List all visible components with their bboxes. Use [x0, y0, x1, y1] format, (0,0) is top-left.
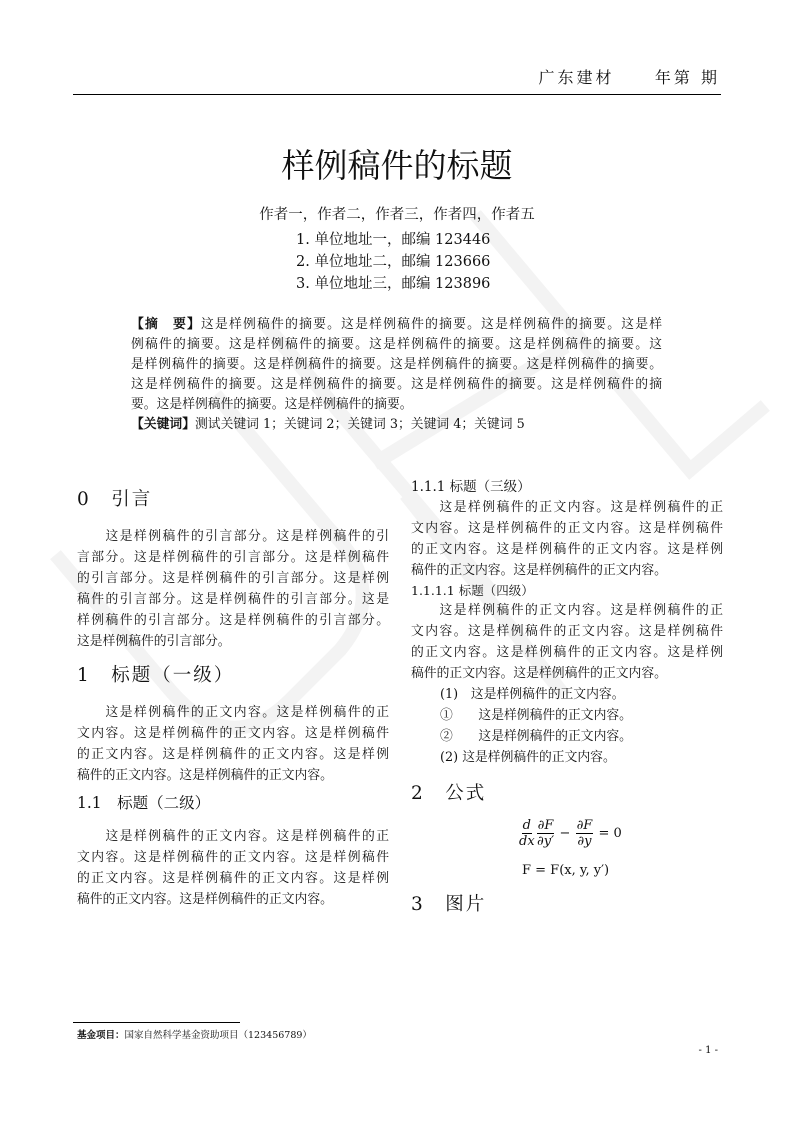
list-item: (1) 这是样例稿件的正文内容。: [440, 687, 625, 702]
fraction-d-dx: $\frac{d}{dx}$: [519, 818, 535, 849]
equation-2: F = F(x, y, y′): [522, 863, 610, 878]
abstract-line: 这是样例稿件的摘要。这是样例稿件的摘要。这是样例稿件的摘要。这是样: [201, 317, 663, 332]
body-line: 这是样例稿件的引言部分。: [77, 634, 231, 649]
footnote-label: 基金项目：: [77, 1030, 125, 1041]
abstract-line: 是样例稿件的摘要。这是样例稿件的摘要。这是样例稿件的摘要。这是样例稿件的摘要。: [131, 357, 662, 372]
list-item: ② 这是样例稿件的正文内容。: [440, 729, 632, 744]
paper-title: 样例稿件的标题: [281, 146, 513, 185]
body-line: 这是样例稿件的正文内容。这是样例稿件的正: [77, 829, 389, 844]
header-rule: [73, 94, 721, 95]
fraction-dF-dy-prime: $\frac{\partial F}{\partial y'}$: [537, 818, 555, 849]
body-line: 稿件的正文内容。这是样例稿件的正文内容。: [77, 892, 333, 907]
abstract-line: 要。这是样例稿件的摘要。这是样例稿件的摘要。: [131, 397, 413, 412]
body-line: 样例稿件的引言部分。这是样例稿件的引言部分。: [77, 613, 389, 628]
body-line: 的正文内容。这是样例稿件的正文内容。这是样例: [411, 542, 723, 557]
section-heading: 0 引言: [77, 489, 153, 510]
level4-heading: 1.1.1.1 标题（四级）: [411, 583, 534, 598]
keywords: [131, 416, 662, 433]
section-heading: 2 公式: [411, 783, 487, 804]
body-line: 稿件的正文内容。这是样例稿件的正文内容。: [77, 768, 333, 783]
abstract-label: 【摘 要】: [131, 317, 202, 332]
body-line: 稿件的正文内容。这是样例稿件的正文内容。: [411, 666, 667, 681]
body-line: 的正文内容。这是样例稿件的正文内容。这是样例: [77, 747, 389, 762]
body-line: 的正文内容。这是样例稿件的正文内容。这是样例: [411, 645, 723, 660]
equation-1: $\frac{d}{dx}$ $\frac{\partial F}{\partial y'}$ − $\frac{\partial F}{\partial y}$ = 0: [519, 818, 622, 849]
footnote-text: 国家自然科学基金资助项目（123456789）: [124, 1030, 312, 1041]
body-line: 这是样例稿件的正文内容。这是样例稿件的正: [77, 705, 389, 720]
subsubsection-heading: 1.1.1 标题（三级）: [411, 479, 531, 495]
keywords-text: 测试关键词 1；关键词 2；关键词 3；关键词 4；关键词 5: [194, 417, 525, 432]
page-number: - 1 -: [698, 1045, 718, 1056]
journal-name: 广东建材: [538, 68, 615, 87]
body-line: 这是样例稿件的正文内容。这是样例稿件的正: [411, 603, 723, 618]
body-line: 文内容。这是样例稿件的正文内容。这是样例稿件: [77, 726, 389, 741]
affiliation: 3. 单位地址三，邮编 123896: [296, 276, 491, 292]
body-line: 文内容。这是样例稿件的正文内容。这是样例稿件: [411, 521, 723, 536]
issue-label: 年第 期: [654, 68, 720, 87]
abstract-line: 这是样例稿件的摘要。这是样例稿件的摘要。这是样例稿件的摘要。这是样例稿件的摘: [131, 377, 662, 392]
abstract-first-line: [131, 316, 662, 333]
body-line: 的正文内容。这是样例稿件的正文内容。这是样例: [77, 871, 389, 886]
section-heading: 3 图片: [411, 894, 487, 915]
footnote-rule: [73, 1022, 240, 1023]
body-line: 稿件的引言部分。这是样例稿件的引言部分。这是: [77, 592, 389, 607]
list-item: ① 这是样例稿件的正文内容。: [440, 708, 632, 723]
body-line: 这是样例稿件的引言部分。这是样例稿件的引: [77, 529, 389, 544]
body-line: 文内容。这是样例稿件的正文内容。这是样例稿件: [77, 850, 389, 865]
affiliation: 1. 单位地址一，邮编 123446: [296, 232, 491, 248]
abstract-line: 例稿件的摘要。这是样例稿件的摘要。这是样例稿件的摘要。这是样例稿件的摘要。这: [131, 337, 662, 352]
body-line: 的引言部分。这是样例稿件的引言部分。这是样例: [77, 571, 389, 586]
subsection-heading: 1.1 标题（二级）: [77, 794, 211, 812]
list-item: (2) 这是样例稿件的正文内容。: [440, 750, 616, 765]
keywords-label: 【关键词】: [131, 417, 195, 432]
fraction-dF-dy: $\frac{\partial F}{\partial y}$: [576, 818, 593, 849]
body-line: 言部分。这是样例稿件的引言部分。这是样例稿件: [77, 550, 389, 565]
footnote: [77, 1030, 312, 1042]
body-line: 这是样例稿件的正文内容。这是样例稿件的正: [411, 500, 723, 515]
body-line: 稿件的正文内容。这是样例稿件的正文内容。: [411, 563, 667, 578]
authors: 作者一，作者二，作者三，作者四，作者五: [259, 207, 535, 223]
section-heading: 1 标题（一级）: [77, 665, 235, 686]
running-header: [538, 68, 720, 88]
affiliation: 2. 单位地址二，邮编 123666: [296, 254, 491, 270]
body-line: 文内容。这是样例稿件的正文内容。这是样例稿件: [411, 624, 723, 639]
